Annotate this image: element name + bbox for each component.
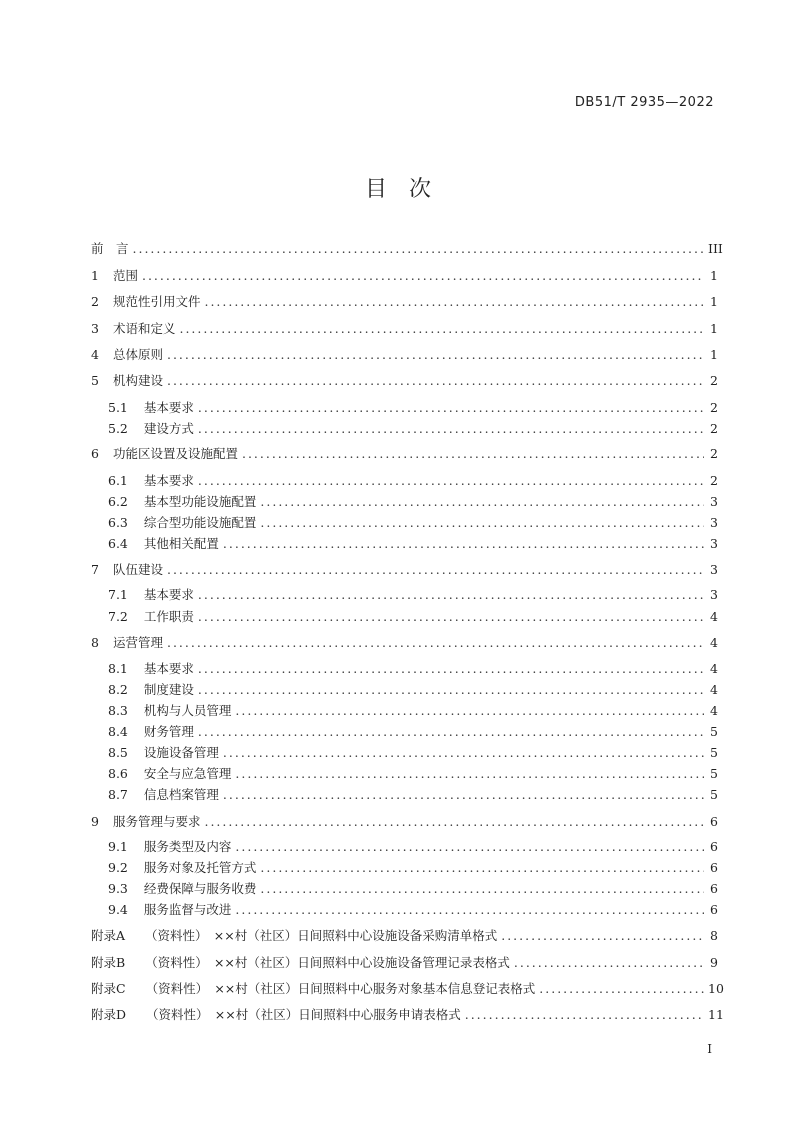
toc-entry[interactable] — [91, 719, 718, 739]
toc-entry-number: 5.2 — [108, 421, 128, 436]
toc-entry-number: 附录B — [91, 955, 126, 970]
toc-entry-page: 2 — [710, 373, 718, 388]
toc-entry-number: 5 — [91, 373, 99, 388]
toc-entry-number: 附录A — [91, 928, 126, 943]
toc-entry[interactable] — [91, 510, 718, 530]
toc-entry-page: 8 — [710, 928, 718, 943]
dot-leader — [260, 882, 704, 896]
toc-entry[interactable] — [91, 289, 718, 309]
toc-entry-title: 服务管理与要求 — [112, 814, 201, 829]
toc-entry-title: 总体原则 — [112, 347, 163, 362]
dot-leader — [167, 636, 704, 650]
toc-entry[interactable] — [91, 263, 718, 283]
toc-entry-page: 1 — [710, 347, 718, 362]
toc-entry-page: 1 — [710, 294, 718, 309]
dot-leader — [235, 840, 704, 854]
dot-leader — [167, 374, 704, 388]
dot-leader — [514, 956, 704, 970]
toc-entry-title: （资料性） ××村（社区）日间照料中心服务申请表格式 — [146, 1007, 461, 1022]
toc-entry-title: 基本型功能设施配置 — [143, 494, 257, 509]
toc-entry-number: 9 — [91, 814, 99, 829]
toc-entry[interactable] — [91, 395, 718, 415]
toc-entry[interactable] — [91, 834, 718, 854]
dot-leader — [260, 495, 704, 509]
toc-entry-title: 基本要求 — [143, 587, 194, 602]
toc-entry-number: 6 — [91, 446, 99, 461]
dot-leader — [260, 861, 704, 875]
dot-leader — [235, 767, 704, 781]
toc-entry[interactable] — [91, 782, 718, 802]
toc-entry-title: 设施设备管理 — [143, 745, 219, 760]
dot-leader — [198, 610, 704, 624]
toc-entry-page: III — [708, 241, 723, 256]
toc-entry-title: 经费保障与服务收费 — [143, 881, 257, 896]
toc-entry-number: 9.3 — [108, 881, 128, 896]
toc-entry-page: 5 — [710, 787, 718, 802]
toc-entry-page: 5 — [710, 724, 718, 739]
toc-entry-number: 8.4 — [108, 724, 128, 739]
toc-entry[interactable] — [91, 342, 718, 362]
page-number: I — [707, 1042, 712, 1056]
toc-entry-page: 2 — [710, 400, 718, 415]
dot-leader — [465, 1008, 704, 1022]
dot-leader — [235, 704, 704, 718]
toc-entry-page: 5 — [710, 745, 718, 760]
toc-heading — [0, 172, 800, 203]
toc-heading-char-1: 目 — [364, 177, 391, 202]
toc-entry-number: 7.1 — [108, 587, 128, 602]
toc-entry-page: 1 — [710, 321, 718, 336]
toc-entry-number: 9.2 — [108, 860, 128, 875]
dot-leader — [198, 725, 704, 739]
toc-entry-page: 4 — [710, 661, 718, 676]
toc-entry-page: 2 — [710, 421, 718, 436]
toc-entry[interactable] — [91, 316, 718, 336]
toc-entry-title: 服务对象及托管方式 — [143, 860, 257, 875]
toc-entry-page: 6 — [710, 881, 718, 896]
toc-entry-title: 基本要求 — [143, 661, 194, 676]
toc-entry-page: 4 — [710, 609, 718, 624]
toc-entry-page: 6 — [710, 860, 718, 875]
toc-entry-number: 5.1 — [108, 400, 128, 415]
toc-entry-title: 范围 — [112, 267, 138, 283]
toc-entry-page: 3 — [710, 587, 718, 602]
toc-entry-page: 10 — [708, 981, 724, 996]
toc-entry[interactable] — [91, 809, 718, 829]
toc-entry-number: 8.5 — [108, 745, 128, 760]
toc-entry-number: 1 — [91, 267, 99, 283]
toc-entry[interactable] — [91, 923, 718, 943]
dot-leader — [198, 422, 704, 436]
toc-entry-page: 3 — [710, 562, 718, 577]
dot-leader — [142, 269, 704, 283]
toc-entry[interactable] — [91, 441, 718, 461]
toc-entry-number: 8.3 — [108, 703, 128, 718]
toc-entry-number: 9.1 — [108, 839, 128, 854]
toc-entry-page: 6 — [710, 839, 718, 854]
toc-entry-number: 3 — [91, 321, 99, 336]
toc-entry[interactable] — [91, 489, 718, 509]
toc-entry-number: 前 言 — [91, 241, 129, 256]
toc-entry[interactable] — [91, 468, 718, 488]
toc-entry[interactable] — [91, 950, 718, 970]
dot-leader — [167, 563, 704, 577]
toc-entry-number: 6.4 — [108, 536, 128, 551]
dot-leader — [242, 447, 704, 461]
toc-entry-title: 机构与人员管理 — [143, 703, 232, 718]
toc-entry-number: 附录C — [91, 981, 126, 996]
toc-entry[interactable] — [91, 976, 724, 996]
toc-entry-title: 综合型功能设施配置 — [143, 515, 257, 530]
toc-entry[interactable] — [91, 630, 718, 650]
toc-entry[interactable] — [91, 604, 718, 624]
toc-entry[interactable] — [91, 761, 718, 781]
toc-entry-page: 4 — [710, 703, 718, 718]
toc-entry-title: 服务监督与改进 — [143, 902, 232, 917]
toc-entry-number: 7 — [91, 562, 99, 577]
toc-entry[interactable] — [91, 582, 718, 602]
toc-entry[interactable] — [91, 531, 718, 551]
toc-entry-title: 队伍建设 — [112, 562, 163, 577]
toc-entry-title: 安全与应急管理 — [143, 766, 232, 781]
toc-entry[interactable] — [91, 1002, 724, 1022]
dot-leader — [223, 788, 704, 802]
dot-leader — [133, 242, 704, 256]
toc-entry[interactable] — [91, 897, 718, 917]
dot-leader — [539, 982, 704, 996]
toc-entry-page: 2 — [710, 473, 718, 488]
toc-entry-title: （资料性） ××村（社区）日间照料中心服务对象基本信息登记表格式 — [145, 981, 536, 996]
toc-entry[interactable] — [91, 236, 723, 256]
toc-entry-title: 基本要求 — [143, 400, 194, 415]
toc-entry-title: 财务管理 — [143, 724, 194, 739]
toc-entry-page: 4 — [710, 635, 718, 650]
dot-leader — [223, 537, 704, 551]
dot-leader — [198, 683, 704, 697]
toc-entry[interactable] — [91, 368, 718, 388]
toc-entry-number: 附录D — [91, 1007, 127, 1022]
toc-entry-title: 术语和定义 — [112, 321, 176, 336]
toc-entry-page: 2 — [710, 446, 718, 461]
toc-entry-title: 运营管理 — [112, 635, 163, 650]
toc-entry-title: 功能区设置及设施配置 — [112, 446, 238, 461]
toc-entry-page: 6 — [710, 814, 718, 829]
toc-entry-number: 4 — [91, 347, 99, 362]
dot-leader — [223, 746, 704, 760]
dot-leader — [204, 295, 704, 309]
dot-leader — [198, 588, 704, 602]
toc-entry-title: 规范性引用文件 — [112, 294, 201, 309]
toc-entry-title: 服务类型及内容 — [143, 839, 232, 854]
toc-entry-number: 9.4 — [108, 902, 128, 917]
toc-entry-number: 6.3 — [108, 515, 128, 530]
toc-entry-page: 3 — [710, 536, 718, 551]
toc-entry-number: 8.1 — [108, 661, 128, 676]
toc-entry[interactable] — [91, 416, 718, 436]
toc-entry-number: 7.2 — [108, 609, 128, 624]
toc-entry-number: 2 — [91, 294, 99, 309]
toc-entry-number: 8.7 — [108, 787, 128, 802]
toc-entry[interactable] — [91, 557, 718, 577]
toc-entry[interactable] — [91, 740, 718, 760]
dot-leader — [235, 903, 704, 917]
toc-entry-page: 6 — [710, 902, 718, 917]
toc-entry-number: 6.1 — [108, 473, 128, 488]
toc-entry-number: 8.2 — [108, 682, 128, 697]
toc-entry-title: 机构建设 — [112, 373, 163, 388]
toc-entry-title: 其他相关配置 — [143, 536, 219, 551]
toc-entry[interactable] — [91, 698, 718, 718]
document-code: DB51/T 2935—2022 — [574, 95, 714, 110]
dot-leader — [260, 516, 704, 530]
toc-entry-title: （资料性） ××村（社区）日间照料中心设施设备采购清单格式 — [145, 928, 498, 943]
toc-entry-page: 9 — [710, 955, 718, 970]
toc-entry-page: 3 — [710, 515, 718, 530]
dot-leader — [179, 322, 704, 336]
toc-entry-title: 信息档案管理 — [143, 787, 219, 802]
toc-heading-char-2: 次 — [409, 177, 436, 202]
toc-entry[interactable] — [91, 855, 718, 875]
dot-leader — [198, 474, 704, 488]
toc-entry-title: 制度建设 — [143, 682, 194, 697]
toc-entry[interactable] — [91, 677, 718, 697]
toc-entry-page: 4 — [710, 682, 718, 697]
toc-entry-number: 8 — [91, 635, 99, 650]
toc-entry-number: 6.2 — [108, 494, 128, 509]
dot-leader — [501, 929, 704, 943]
toc-entry-page: 3 — [710, 494, 718, 509]
toc-entry[interactable] — [91, 876, 718, 896]
dot-leader — [198, 401, 704, 415]
dot-leader — [167, 348, 704, 362]
toc-entry-title: 建设方式 — [143, 421, 194, 436]
toc-entry-title: 工作职责 — [143, 609, 194, 624]
toc-entry-number: 8.6 — [108, 766, 128, 781]
dot-leader — [198, 662, 704, 676]
toc-entry-page: 11 — [708, 1007, 724, 1022]
toc-entry[interactable] — [91, 656, 718, 676]
toc-entry-title: （资料性） ××村（社区）日间照料中心设施设备管理记录表格式 — [145, 955, 510, 970]
toc-entry-page: 5 — [710, 766, 718, 781]
toc-entry-title: 基本要求 — [143, 473, 194, 488]
toc-entry-page: 1 — [710, 267, 718, 283]
dot-leader — [204, 815, 704, 829]
